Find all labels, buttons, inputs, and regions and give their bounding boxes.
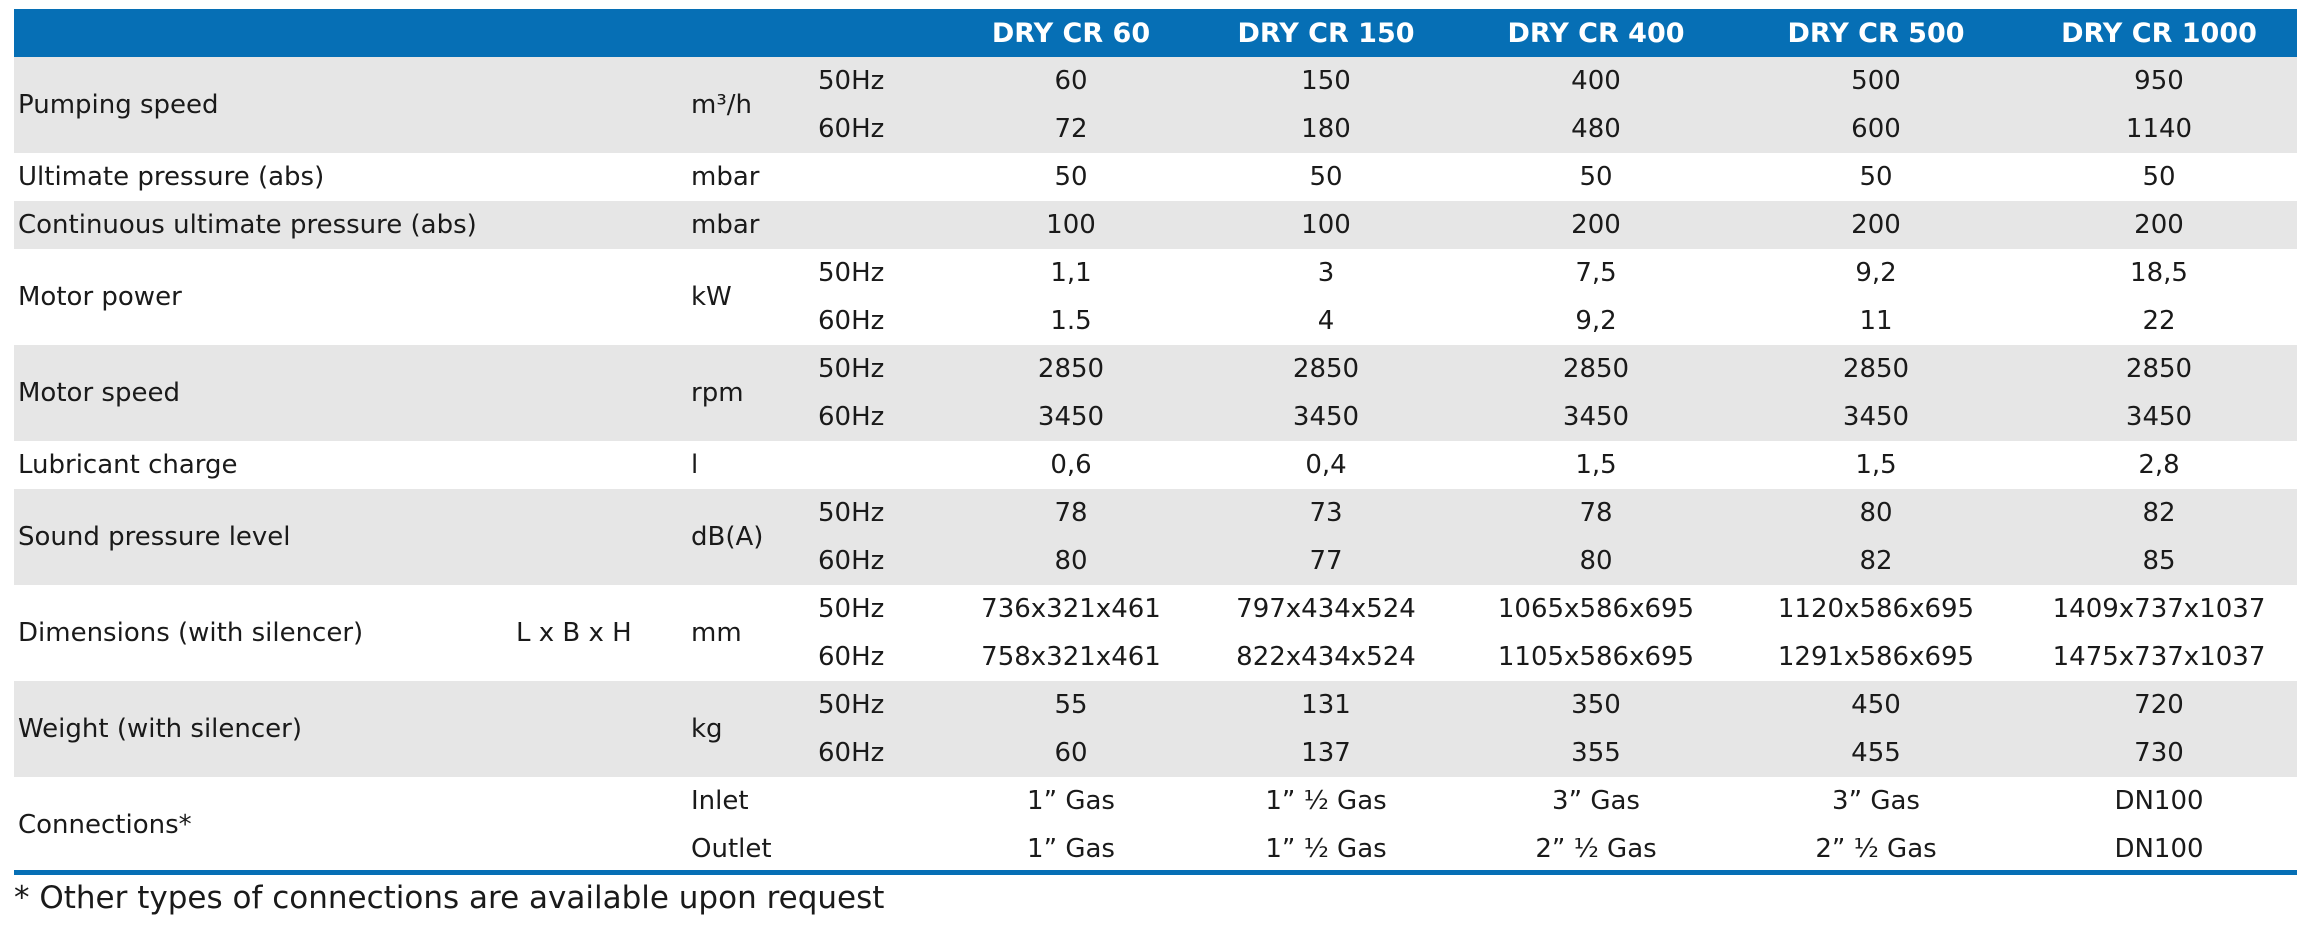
value-cell: 2850 — [2021, 345, 2297, 393]
value-cell: 2850 — [951, 345, 1191, 393]
value-cell: 1.5 — [951, 297, 1191, 345]
unit-cell: rpm — [687, 345, 814, 441]
freq-cell: 50Hz — [814, 249, 951, 297]
value-cell: 200 — [1731, 201, 2021, 249]
value-cell: 350 — [1461, 681, 1731, 729]
freq-cell: 60Hz — [814, 633, 951, 681]
freq-cell — [814, 777, 951, 825]
value-cell: DN100 — [2021, 777, 2297, 825]
value-cell: 3450 — [1731, 393, 2021, 441]
value-cell: 85 — [2021, 537, 2297, 585]
value-cell: 2” ½ Gas — [1461, 825, 1731, 873]
value-cell: 100 — [1191, 201, 1461, 249]
value-cell: 2850 — [1191, 345, 1461, 393]
value-cell: 9,2 — [1731, 249, 2021, 297]
value-cell: 1,1 — [951, 249, 1191, 297]
value-cell: 60 — [951, 729, 1191, 777]
value-cell: 797x434x524 — [1191, 585, 1461, 633]
row-label: Sound pressure level — [14, 489, 516, 585]
dims-cell — [516, 153, 687, 201]
row-label: Dimensions (with silencer) — [14, 585, 516, 681]
value-cell: 1140 — [2021, 105, 2297, 153]
value-cell: 455 — [1731, 729, 2021, 777]
table-row — [14, 57, 2297, 105]
spec-table — [14, 9, 2297, 873]
table-row — [14, 441, 2297, 489]
freq-cell: 50Hz — [814, 489, 951, 537]
freq-cell: 60Hz — [814, 537, 951, 585]
row-label: Pumping speed — [14, 57, 516, 153]
freq-cell: 50Hz — [814, 345, 951, 393]
value-cell: 78 — [1461, 489, 1731, 537]
value-cell: 1” Gas — [951, 825, 1191, 873]
unit-cell: kW — [687, 249, 814, 345]
value-cell: 1409x737x1037 — [2021, 585, 2297, 633]
value-cell: 9,2 — [1461, 297, 1731, 345]
header-blank — [516, 9, 687, 57]
value-cell: 0,6 — [951, 441, 1191, 489]
dims-cell — [516, 441, 687, 489]
value-cell: 73 — [1191, 489, 1461, 537]
value-cell: 200 — [2021, 201, 2297, 249]
freq-cell: 60Hz — [814, 105, 951, 153]
value-cell: 1,5 — [1461, 441, 1731, 489]
header-row — [14, 9, 2297, 57]
value-cell: 1” ½ Gas — [1191, 777, 1461, 825]
value-cell: 1475x737x1037 — [2021, 633, 2297, 681]
value-cell: 3450 — [1191, 393, 1461, 441]
value-cell: 1” Gas — [951, 777, 1191, 825]
value-cell: 3 — [1191, 249, 1461, 297]
table-bottom-rule — [14, 870, 2297, 875]
spec-table-container — [14, 9, 2297, 873]
value-cell: 822x434x524 — [1191, 633, 1461, 681]
value-cell: 18,5 — [2021, 249, 2297, 297]
freq-cell: 50Hz — [814, 681, 951, 729]
value-cell: 80 — [1461, 537, 1731, 585]
value-cell: 82 — [1731, 537, 2021, 585]
header-blank — [687, 9, 814, 57]
value-cell: 355 — [1461, 729, 1731, 777]
table-row — [14, 345, 2297, 393]
value-cell: 131 — [1191, 681, 1461, 729]
value-cell: 22 — [2021, 297, 2297, 345]
freq-cell: 60Hz — [814, 297, 951, 345]
freq-cell — [814, 825, 951, 873]
value-cell: 3” Gas — [1461, 777, 1731, 825]
dims-cell — [516, 777, 687, 873]
value-cell: 1120x586x695 — [1731, 585, 2021, 633]
value-cell: 2” ½ Gas — [1731, 825, 2021, 873]
value-cell: 3450 — [1461, 393, 1731, 441]
value-cell: 730 — [2021, 729, 2297, 777]
model-header: DRY CR 500 — [1731, 9, 2021, 57]
value-cell: 200 — [1461, 201, 1731, 249]
header-blank — [14, 9, 516, 57]
dims-cell — [516, 201, 687, 249]
row-label: Motor power — [14, 249, 516, 345]
value-cell: 72 — [951, 105, 1191, 153]
value-cell: 480 — [1461, 105, 1731, 153]
freq-cell — [814, 153, 951, 201]
table-row — [14, 489, 2297, 537]
dims-cell — [516, 489, 687, 585]
value-cell: DN100 — [2021, 825, 2297, 873]
value-cell: 50 — [1461, 153, 1731, 201]
table-row — [14, 249, 2297, 297]
value-cell: 1105x586x695 — [1461, 633, 1731, 681]
value-cell: 400 — [1461, 57, 1731, 105]
value-cell: 758x321x461 — [951, 633, 1191, 681]
value-cell: 11 — [1731, 297, 2021, 345]
unit-cell: kg — [687, 681, 814, 777]
value-cell: 1” ½ Gas — [1191, 825, 1461, 873]
value-cell: 50 — [951, 153, 1191, 201]
table-row — [14, 585, 2297, 633]
model-header: DRY CR 1000 — [2021, 9, 2297, 57]
value-cell: 55 — [951, 681, 1191, 729]
value-cell: 150 — [1191, 57, 1461, 105]
value-cell: 50 — [1191, 153, 1461, 201]
dims-cell — [516, 57, 687, 153]
unit-cell: l — [687, 441, 814, 489]
dims-cell — [516, 345, 687, 441]
header-blank — [814, 9, 951, 57]
unit-cell: Outlet — [687, 825, 814, 873]
freq-cell: 50Hz — [814, 585, 951, 633]
row-label: Continuous ultimate pressure (abs) — [14, 201, 516, 249]
unit-cell: mbar — [687, 201, 814, 249]
table-row — [14, 777, 2297, 825]
value-cell: 78 — [951, 489, 1191, 537]
value-cell: 950 — [2021, 57, 2297, 105]
value-cell: 1,5 — [1731, 441, 2021, 489]
value-cell: 180 — [1191, 105, 1461, 153]
value-cell: 736x321x461 — [951, 585, 1191, 633]
value-cell: 0,4 — [1191, 441, 1461, 489]
value-cell: 1065x586x695 — [1461, 585, 1731, 633]
unit-cell: mbar — [687, 153, 814, 201]
model-header: DRY CR 400 — [1461, 9, 1731, 57]
dims-cell — [516, 249, 687, 345]
unit-cell: Inlet — [687, 777, 814, 825]
value-cell: 7,5 — [1461, 249, 1731, 297]
value-cell: 2850 — [1461, 345, 1731, 393]
unit-cell: mm — [687, 585, 814, 681]
value-cell: 450 — [1731, 681, 2021, 729]
freq-cell: 60Hz — [814, 393, 951, 441]
table-row — [14, 201, 2297, 249]
value-cell: 500 — [1731, 57, 2021, 105]
row-label: Ultimate pressure (abs) — [14, 153, 516, 201]
row-label: Weight (with silencer) — [14, 681, 516, 777]
model-header: DRY CR 150 — [1191, 9, 1461, 57]
value-cell: 82 — [2021, 489, 2297, 537]
value-cell: 600 — [1731, 105, 2021, 153]
value-cell: 3450 — [951, 393, 1191, 441]
footnote: * Other types of connections are available upon request — [14, 880, 885, 916]
unit-cell: m³/h — [687, 57, 814, 153]
value-cell: 80 — [951, 537, 1191, 585]
value-cell: 60 — [951, 57, 1191, 105]
value-cell: 2850 — [1731, 345, 2021, 393]
value-cell: 1291x586x695 — [1731, 633, 2021, 681]
table-row — [14, 153, 2297, 201]
dims-cell: L x B x H — [516, 585, 687, 681]
freq-cell: 50Hz — [814, 57, 951, 105]
freq-cell — [814, 441, 951, 489]
model-header: DRY CR 60 — [951, 9, 1191, 57]
row-label: Connections* — [14, 777, 516, 873]
freq-cell: 60Hz — [814, 729, 951, 777]
unit-cell: dB(A) — [687, 489, 814, 585]
value-cell: 137 — [1191, 729, 1461, 777]
table-row — [14, 681, 2297, 729]
row-label: Lubricant charge — [14, 441, 516, 489]
row-label: Motor speed — [14, 345, 516, 441]
value-cell: 77 — [1191, 537, 1461, 585]
value-cell: 3450 — [2021, 393, 2297, 441]
value-cell: 80 — [1731, 489, 2021, 537]
value-cell: 4 — [1191, 297, 1461, 345]
value-cell: 50 — [1731, 153, 2021, 201]
value-cell: 720 — [2021, 681, 2297, 729]
freq-cell — [814, 201, 951, 249]
value-cell: 3” Gas — [1731, 777, 2021, 825]
value-cell: 50 — [2021, 153, 2297, 201]
value-cell: 100 — [951, 201, 1191, 249]
dims-cell — [516, 681, 687, 777]
value-cell: 2,8 — [2021, 441, 2297, 489]
